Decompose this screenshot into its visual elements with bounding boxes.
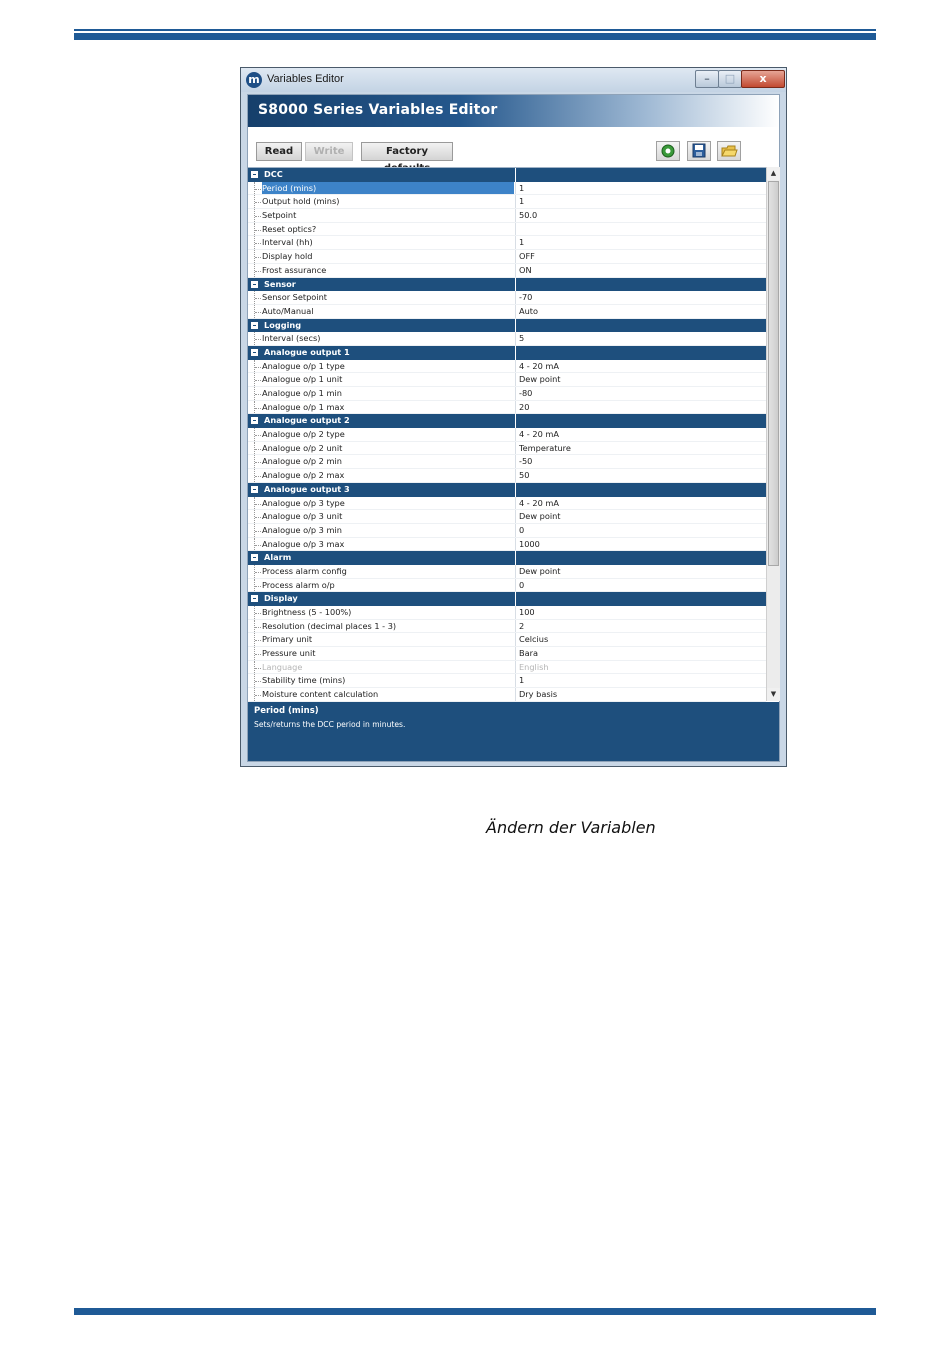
- property-name: Auto/Manual: [262, 305, 314, 316]
- property-value[interactable]: 100: [515, 606, 766, 619]
- property-row[interactable]: [248, 538, 766, 552]
- category-label: Alarm: [264, 552, 292, 563]
- property-row[interactable]: [248, 360, 766, 374]
- category-label: Logging: [264, 319, 302, 330]
- property-value[interactable]: 1000: [515, 538, 766, 551]
- property-name: Interval (secs): [262, 333, 321, 344]
- property-row[interactable]: [248, 647, 766, 661]
- property-name: Display hold: [262, 251, 313, 262]
- tree-connector: [254, 674, 261, 687]
- close-button[interactable]: x: [741, 70, 785, 88]
- scroll-thumb[interactable]: [768, 181, 779, 566]
- tree-connector: [254, 428, 261, 441]
- collapse-icon[interactable]: [251, 554, 258, 561]
- property-value[interactable]: OFF: [515, 250, 766, 263]
- category-row[interactable]: [248, 168, 766, 182]
- category-label: Analogue output 3: [264, 483, 350, 494]
- property-name: Period (mins): [262, 182, 514, 195]
- collapse-icon[interactable]: [251, 417, 258, 424]
- property-value[interactable]: Dry basis: [515, 688, 766, 701]
- save-icon[interactable]: [687, 141, 711, 161]
- property-name: Analogue o/p 3 min: [262, 524, 342, 535]
- property-value[interactable]: 4 - 20 mA: [515, 360, 766, 373]
- property-value[interactable]: 1: [515, 674, 766, 687]
- property-name: Process alarm config: [262, 565, 347, 576]
- open-folder-icon[interactable]: [717, 141, 741, 161]
- property-name: Setpoint: [262, 210, 297, 221]
- property-grid: [248, 167, 766, 702]
- property-name: Stability time (mins): [262, 675, 346, 686]
- property-value[interactable]: 0: [515, 524, 766, 537]
- property-value[interactable]: 50.0: [515, 209, 766, 222]
- category-label: Display: [264, 593, 298, 604]
- property-value[interactable]: Dew point: [515, 565, 766, 578]
- tree-connector: [254, 661, 261, 674]
- tree-connector: [254, 620, 261, 633]
- property-row[interactable]: [248, 497, 766, 511]
- property-value[interactable]: [515, 223, 766, 236]
- tree-connector: [254, 565, 261, 578]
- property-name: Analogue o/p 1 min: [262, 388, 342, 398]
- property-name: Interval (hh): [262, 237, 313, 248]
- category-label: Sensor: [264, 278, 296, 289]
- property-row[interactable]: [248, 209, 766, 223]
- property-row[interactable]: [248, 469, 766, 483]
- property-row[interactable]: [248, 606, 766, 620]
- property-name: Language: [262, 661, 303, 672]
- property-value[interactable]: 1: [515, 236, 766, 249]
- property-name: Pressure unit: [262, 648, 316, 659]
- property-row[interactable]: [248, 661, 766, 675]
- property-value[interactable]: 20: [515, 401, 766, 414]
- property-row[interactable]: [248, 565, 766, 579]
- collapse-icon[interactable]: [251, 281, 258, 288]
- property-name: Reset optics?: [262, 223, 317, 234]
- tree-connector: [254, 236, 261, 249]
- collapse-icon[interactable]: [251, 322, 258, 329]
- property-row[interactable]: [248, 250, 766, 264]
- property-row[interactable]: [248, 674, 766, 688]
- property-row[interactable]: [248, 373, 766, 387]
- editor-panel: [247, 94, 780, 762]
- window-title: Variables Editor: [267, 73, 344, 85]
- property-value[interactable]: 2: [515, 620, 766, 633]
- property-row[interactable]: [248, 291, 766, 305]
- category-label: DCC: [264, 169, 283, 179]
- property-row[interactable]: [248, 332, 766, 346]
- property-name: Analogue o/p 2 max: [262, 470, 345, 481]
- property-name: Analogue o/p 2 type: [262, 429, 345, 440]
- category-value: [515, 551, 766, 565]
- tree-connector: [254, 524, 261, 537]
- tree-connector: [254, 688, 261, 701]
- tree-connector: [254, 305, 261, 318]
- property-row[interactable]: [248, 455, 766, 469]
- property-value[interactable]: Dew point: [515, 373, 766, 386]
- collapse-icon[interactable]: [251, 171, 258, 178]
- property-row[interactable]: [248, 305, 766, 319]
- property-name: Analogue o/p 1 max: [262, 401, 345, 412]
- scroll-down-icon[interactable]: ▼: [767, 688, 780, 701]
- tree-connector: [254, 469, 261, 482]
- property-value[interactable]: 50: [515, 469, 766, 482]
- property-value[interactable]: 0: [515, 579, 766, 592]
- property-row[interactable]: [248, 620, 766, 634]
- property-row[interactable]: [248, 633, 766, 647]
- category-value: [515, 168, 766, 182]
- property-name: Sensor Setpoint: [262, 292, 327, 303]
- tree-connector: [254, 209, 261, 222]
- tree-connector: [254, 387, 261, 400]
- property-name: Frost assurance: [262, 264, 327, 275]
- property-name: Analogue o/p 1 unit: [262, 374, 343, 385]
- property-row[interactable]: [248, 195, 766, 209]
- description-text: Sets/returns the DCC period in minutes.: [254, 720, 406, 729]
- tree-connector: [254, 647, 261, 660]
- description-panel: [248, 702, 779, 761]
- tree-connector: [254, 223, 261, 236]
- property-name: Analogue o/p 1 type: [262, 360, 345, 371]
- factory-defaults-button[interactable]: Factory: [361, 142, 453, 161]
- category-row[interactable]: [248, 483, 766, 497]
- property-name: Analogue o/p 3 max: [262, 538, 345, 549]
- category-label: Analogue output 1: [264, 346, 350, 357]
- tree-connector: [254, 332, 261, 345]
- grid-scrollbar[interactable]: [766, 167, 780, 701]
- property-row[interactable]: [248, 264, 766, 278]
- tree-connector: [254, 606, 261, 619]
- property-value[interactable]: 1: [515, 182, 766, 195]
- category-value: [515, 346, 766, 360]
- property-value[interactable]: 4 - 20 mA: [515, 428, 766, 441]
- property-value[interactable]: ON: [515, 264, 766, 277]
- toolbar: [248, 127, 779, 167]
- property-value[interactable]: -50: [515, 455, 766, 468]
- property-name: Moisture content calculation: [262, 689, 379, 700]
- property-row[interactable]: [248, 236, 766, 250]
- category-row[interactable]: [248, 278, 766, 292]
- banner-title: S8000 Series Variables Editor: [258, 102, 498, 118]
- property-value[interactable]: Dew point: [515, 510, 766, 523]
- tree-connector: [254, 182, 261, 195]
- category-row[interactable]: [248, 551, 766, 565]
- property-value[interactable]: Celcius: [515, 633, 766, 646]
- variables-editor-window: [240, 67, 787, 767]
- property-name: Analogue o/p 3 unit: [262, 511, 343, 522]
- property-row[interactable]: [248, 387, 766, 401]
- property-value[interactable]: 4 - 20 mA: [515, 497, 766, 510]
- property-row[interactable]: [248, 182, 766, 196]
- property-name: Analogue o/p 3 type: [262, 497, 345, 508]
- category-row[interactable]: [248, 319, 766, 333]
- property-value[interactable]: Temperature: [515, 442, 766, 455]
- description-title: Period (mins): [254, 706, 319, 716]
- tree-connector: [254, 401, 261, 414]
- property-name: Analogue o/p 2 unit: [262, 442, 343, 453]
- property-row[interactable]: [248, 688, 766, 702]
- property-row[interactable]: [248, 510, 766, 524]
- collapse-icon[interactable]: [251, 486, 258, 493]
- scroll-up-icon[interactable]: ▲: [767, 167, 780, 180]
- property-name: Brightness (5 - 100%): [262, 607, 352, 617]
- app-logo-icon: m: [246, 72, 262, 88]
- minimize-button[interactable]: –: [695, 70, 719, 88]
- write-button[interactable]: Write: [305, 142, 353, 161]
- category-value: [515, 319, 766, 333]
- tree-connector: [254, 497, 261, 510]
- tree-connector: [254, 538, 261, 551]
- maximize-button[interactable]: □: [718, 70, 742, 88]
- tree-connector: [254, 373, 261, 386]
- header-banner: [248, 95, 779, 127]
- property-value[interactable]: Bara: [515, 647, 766, 660]
- tree-connector: [254, 195, 261, 208]
- category-value: [515, 483, 766, 497]
- tree-connector: [254, 360, 261, 373]
- property-value[interactable]: English: [515, 661, 766, 674]
- tree-connector: [254, 291, 261, 304]
- figure-caption: Ändern der Variablen: [486, 818, 656, 837]
- property-name: Resolution (decimal places 1 - 3): [262, 620, 397, 631]
- category-value: [515, 592, 766, 606]
- property-value[interactable]: 5: [515, 332, 766, 345]
- read-button[interactable]: Read: [256, 142, 302, 161]
- refresh-icon[interactable]: [656, 141, 680, 161]
- tree-connector: [254, 455, 261, 468]
- category-row[interactable]: [248, 414, 766, 428]
- category-value: [515, 278, 766, 292]
- property-row[interactable]: [248, 428, 766, 442]
- property-value[interactable]: Auto: [515, 305, 766, 318]
- tree-connector: [254, 250, 261, 263]
- property-value[interactable]: 1: [515, 195, 766, 208]
- property-name: Process alarm o/p: [262, 579, 335, 590]
- property-name: Primary unit: [262, 634, 313, 645]
- category-value: [515, 414, 766, 428]
- page-top-rule: [74, 33, 876, 40]
- property-row[interactable]: [248, 579, 766, 593]
- tree-connector: [254, 633, 261, 646]
- category-row[interactable]: [248, 592, 766, 606]
- tree-connector: [254, 442, 261, 455]
- property-row[interactable]: [248, 442, 766, 456]
- category-label: Analogue output 2: [264, 415, 350, 426]
- collapse-icon[interactable]: [251, 349, 258, 356]
- tree-connector: [254, 510, 261, 523]
- page-bottom-rule: [74, 1308, 876, 1315]
- property-row[interactable]: [248, 524, 766, 538]
- category-row[interactable]: [248, 346, 766, 360]
- property-row[interactable]: [248, 401, 766, 415]
- property-name: Output hold (mins): [262, 196, 340, 207]
- tree-connector: [254, 579, 261, 592]
- property-name: Analogue o/p 2 min: [262, 456, 342, 467]
- title-bar[interactable]: [241, 68, 786, 92]
- collapse-icon[interactable]: [251, 595, 258, 602]
- tree-connector: [254, 264, 261, 277]
- property-value[interactable]: -80: [515, 387, 766, 400]
- property-value[interactable]: -70: [515, 291, 766, 304]
- property-row[interactable]: [248, 223, 766, 237]
